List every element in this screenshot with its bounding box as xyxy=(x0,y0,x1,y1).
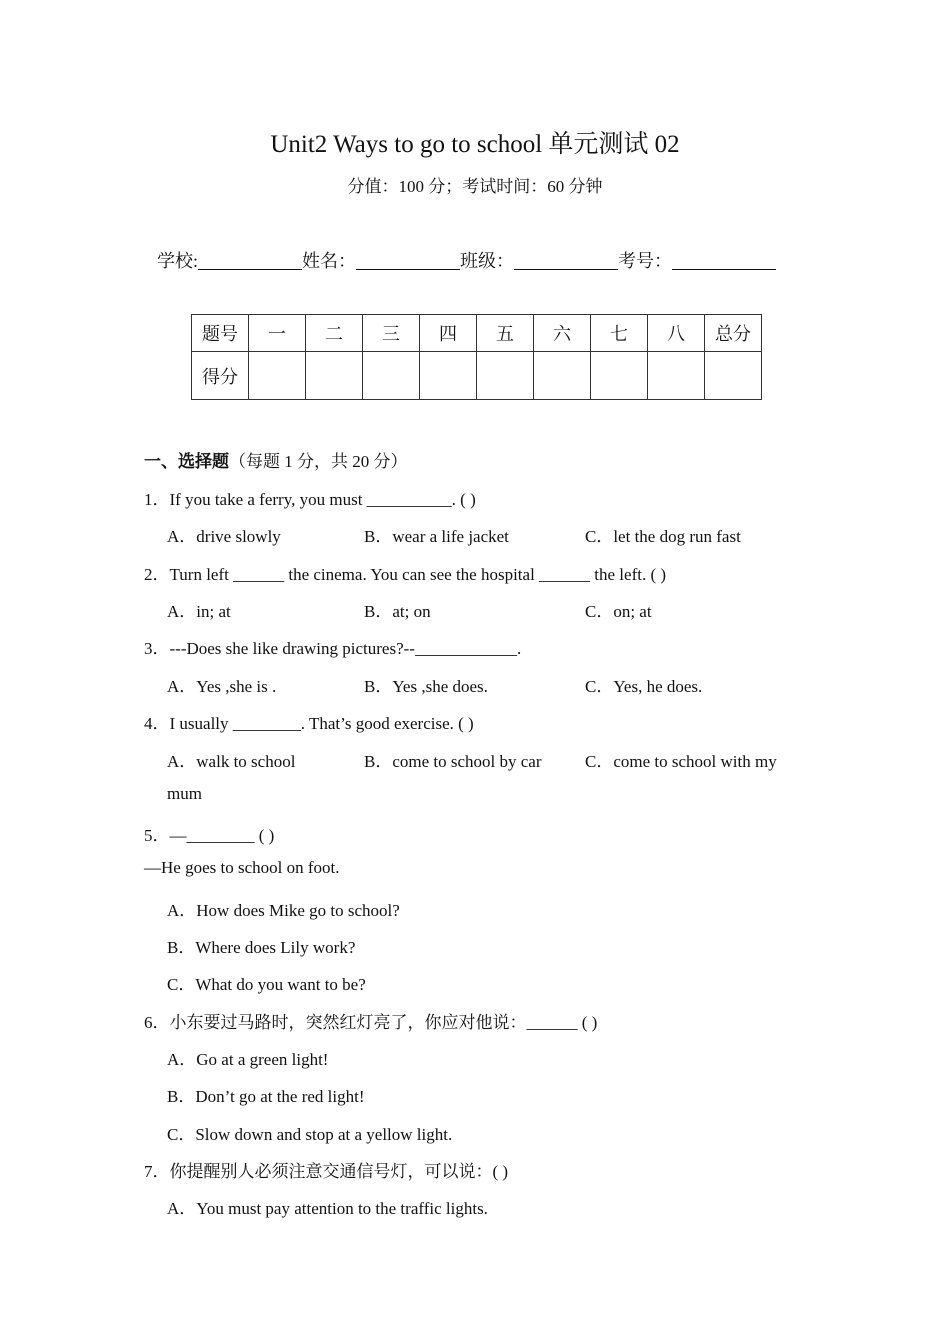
score-table-header-cell: 六 xyxy=(534,315,591,352)
option-b: B．wear a life jacket xyxy=(364,527,509,546)
score-table-header-cell: 五 xyxy=(477,315,534,352)
option-a: A．in; at xyxy=(167,602,231,621)
score-cell[interactable] xyxy=(306,352,363,400)
question-stem: 5．—________ ( ) xyxy=(144,826,275,845)
score-table-header-cell: 七 xyxy=(591,315,648,352)
name-label: 姓名： xyxy=(302,251,357,271)
option-c: C．What do you want to be? xyxy=(167,975,366,994)
score-table-header-cell: 八 xyxy=(648,315,705,352)
question-stem: 2．Turn left ______ the cinema. You can see the hospital ______ the left. ( ) xyxy=(144,565,667,584)
section-title: 一、选择题 xyxy=(144,452,229,472)
score-table-header-cell: 三 xyxy=(363,315,420,352)
question-stem-answer: —He goes to school on foot. xyxy=(144,858,340,877)
score-table-score-row xyxy=(192,352,762,400)
question-stem: 6．小东要过马路时，突然红灯亮了，你应对他说：______ ( ) xyxy=(144,1013,598,1032)
option-a: A．Yes ,she is . xyxy=(167,677,277,696)
option-c-continuation: mum xyxy=(167,784,202,803)
option-a: A．You must pay attention to the traffic lights. xyxy=(167,1199,488,1218)
option-c: C．on; at xyxy=(585,602,652,621)
score-cell[interactable] xyxy=(363,352,420,400)
option-a: A．Go at a green light! xyxy=(167,1050,329,1069)
number-label: 考号： xyxy=(618,251,673,271)
option-b: B．come to school by car xyxy=(364,752,542,771)
question-stem: 3．---Does she like drawing pictures?--____________. xyxy=(144,639,522,658)
score-row-label: 得分 xyxy=(192,352,249,400)
score-cell[interactable] xyxy=(477,352,534,400)
school-blank[interactable] xyxy=(198,251,302,270)
score-cell[interactable] xyxy=(420,352,477,400)
score-cell[interactable] xyxy=(534,352,591,400)
option-b: B．Where does Lily work? xyxy=(167,938,356,957)
score-table xyxy=(191,314,762,400)
option-c: C．Slow down and stop at a yellow light. xyxy=(167,1125,453,1144)
option-a: A．walk to school xyxy=(167,752,296,771)
class-blank[interactable] xyxy=(514,251,618,270)
option-b: B．Yes ,she does. xyxy=(364,677,488,696)
option-c: C．let the dog run fast xyxy=(585,527,741,546)
score-cell[interactable] xyxy=(591,352,648,400)
option-c: C．come to school with my xyxy=(585,752,777,771)
score-table-header-cell: 四 xyxy=(420,315,477,352)
option-a: A．drive slowly xyxy=(167,527,281,546)
class-label: 班级： xyxy=(460,251,515,271)
school-label: 学校: xyxy=(157,251,199,271)
section-heading xyxy=(144,447,408,472)
page-subtitle: 分值：100 分；考试时间：60 分钟 xyxy=(347,177,603,196)
option-c: C．Yes, he does. xyxy=(585,677,703,696)
question-stem: 7．你提醒别人必须注意交通信号灯，可以说：( ) xyxy=(144,1162,509,1181)
score-table-header-cell: 总分 xyxy=(705,315,762,352)
score-table-header-cell: 题号 xyxy=(192,315,249,352)
question-stem: 1．If you take a ferry, you must __________. ( ) xyxy=(144,490,476,509)
section-note: （每题 1 分，共 20 分） xyxy=(229,452,408,471)
score-table-header-cell: 一 xyxy=(249,315,306,352)
score-cell[interactable] xyxy=(705,352,762,400)
name-blank[interactable] xyxy=(356,251,460,270)
score-cell[interactable] xyxy=(249,352,306,400)
page-title: Unit2 Ways to go to school 单元测试 02 xyxy=(270,131,680,158)
option-b: B．at; on xyxy=(364,602,431,621)
question-stem: 4．I usually ________. That’s good exercise. ( ) xyxy=(144,714,474,733)
number-blank[interactable] xyxy=(672,251,776,270)
student-info-line xyxy=(157,247,776,273)
score-cell[interactable] xyxy=(648,352,705,400)
option-b: B．Don’t go at the red light! xyxy=(167,1087,365,1106)
option-a: A．How does Mike go to school? xyxy=(167,901,400,920)
score-table-header-row xyxy=(192,315,762,352)
score-table-header-cell: 二 xyxy=(306,315,363,352)
